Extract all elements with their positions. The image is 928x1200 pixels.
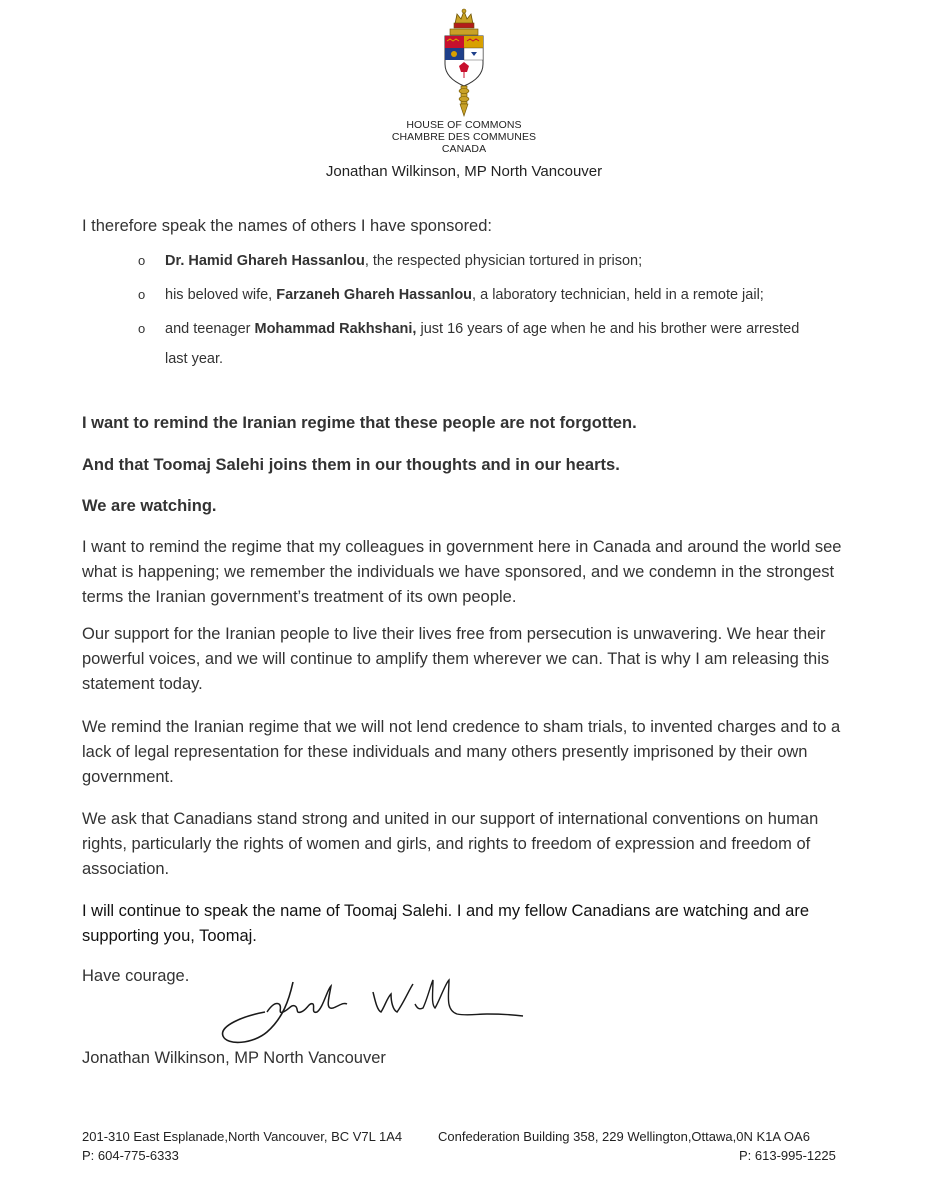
sponsored-name: Mohammad Rakhshani, bbox=[254, 321, 417, 337]
bullet-marker: o bbox=[138, 287, 146, 302]
paragraph-support: Our support for the Iranian people to live their lives free from persecution is unwavering. We hear their powerful voices, and we will continue to amplify them wherever we can. That is why I am releasing this statement today. bbox=[82, 625, 830, 693]
sponsored-detail: just 16 years of age when he and his brother were arrested bbox=[416, 321, 800, 337]
paragraph-colleagues: I want to remind the regime that my colleagues in government here in Canada and around the world see what is happening; we remember the individuals we have sponsored, and we condemn in the strongest terms the Iranian government’s treatment of its own people. bbox=[82, 538, 842, 606]
signatory-name: Jonathan Wilkinson, MP North Vancouver bbox=[82, 1049, 386, 1067]
paragraph-toomaj: I will continue to speak the name of Toomaj Salehi. I and my fellow Canadians are watching and are supporting you, Toomaj. bbox=[82, 902, 810, 945]
institution-english: HOUSE OF COMMONS bbox=[406, 119, 522, 131]
footer-ottawa-phone: P: 613-995-1225 bbox=[739, 1148, 836, 1163]
footer-constituency-address: 201-310 East Esplanade,North Vancouver, BC V7L 1A4 bbox=[82, 1129, 403, 1144]
footer-ottawa-address: Confederation Building 358, 229 Wellington,Ottawa,0N K1A OA6 bbox=[438, 1129, 810, 1144]
sponsored-detail: , a laboratory technician, held in a remote jail; bbox=[472, 287, 764, 303]
closing-line: Have courage. bbox=[82, 967, 190, 985]
handwritten-signature bbox=[205, 970, 535, 1050]
sponsored-continuation: last year. bbox=[165, 351, 224, 367]
intro-line: I therefore speak the names of others I have sponsored: bbox=[82, 217, 492, 235]
bullet-marker: o bbox=[138, 321, 146, 336]
bullet-marker: o bbox=[138, 253, 146, 268]
statement-watching: We are watching. bbox=[82, 497, 217, 515]
house-of-commons-crest bbox=[433, 8, 495, 118]
sponsored-prefix: and teenager bbox=[165, 321, 255, 337]
institution-block bbox=[0, 119, 928, 155]
institution-french: CHAMBRE DES COMMUNES bbox=[391, 131, 537, 143]
paragraph-conventions: We ask that Canadians stand strong and united in our support of international conventions on human rights, particularly the rights of women and girls, and rights to freedom of expression and freedom of association. bbox=[82, 810, 819, 878]
statement-not-forgotten: I want to remind the Iranian regime that these people are not forgotten. bbox=[82, 414, 637, 432]
sponsored-name: Farzaneh Ghareh Hassanlou bbox=[276, 287, 473, 303]
footer-constituency-phone: P: 604-775-6333 bbox=[82, 1148, 179, 1163]
sponsored-name: Dr. Hamid Ghareh Hassanlou bbox=[165, 253, 365, 269]
institution-country: CANADA bbox=[441, 143, 487, 155]
paragraph-sham-trials: We remind the Iranian regime that we will not lend credence to sham trials, to invented charges and to a lack of legal representation for these individuals and many others presently imprisoned by their own government. bbox=[82, 718, 841, 786]
sponsored-detail: , the respected physician tortured in prison; bbox=[364, 253, 643, 269]
member-heading: Jonathan Wilkinson, MP North Vancouver bbox=[325, 163, 603, 180]
statement-thoughts: And that Toomaj Salehi joins them in our thoughts and in our hearts. bbox=[82, 456, 620, 474]
sponsored-prefix: his beloved wife, bbox=[165, 287, 277, 303]
